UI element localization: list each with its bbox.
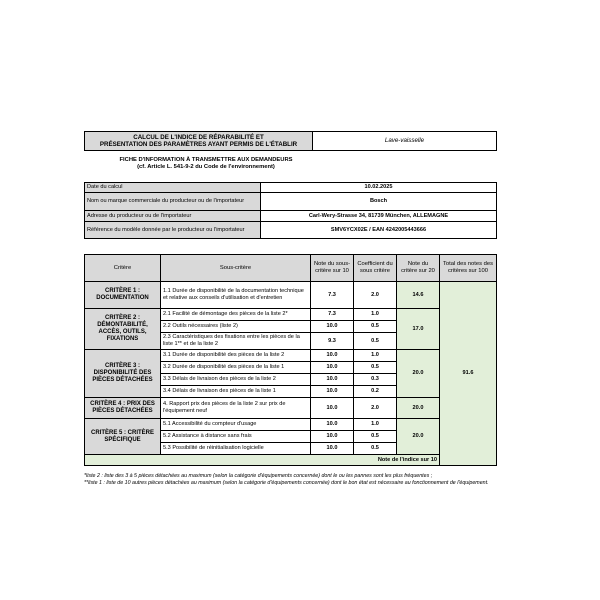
table-row <box>85 398 497 419</box>
sub-criterion-label: 5.3 Possibilité de réinitialisation logicielle <box>161 443 311 455</box>
sub-criterion-note: 10.0 <box>311 386 354 398</box>
sub-criterion-coef: 1.0 <box>354 350 397 362</box>
info-value: SMV6YCX02E / EAN 4242005443666 <box>261 222 497 239</box>
info-label: Adresse du producteur ou de l'importateur <box>85 211 261 222</box>
info-table <box>84 182 497 239</box>
criterion-name: CRITÈRE 3 : DISPONIBILITÉ DES PIÈCES DÉTACHÉES <box>85 350 161 398</box>
criterion-score: 17.0 <box>397 309 440 350</box>
criterion-name: CRITÈRE 2 : DÉMONTABILITÉ, ACCÈS, OUTILS, FIXATIONS <box>85 309 161 350</box>
sheet-subtitle <box>84 157 328 171</box>
sub-criterion-label: 5.2 Assistance à distance sans frais <box>161 431 311 443</box>
criterion-name: CRITÈRE 5 : CRITÈRE SPÉCIFIQUE <box>85 419 161 455</box>
info-label: Date du calcul <box>85 183 261 193</box>
col-header-critere: Critère <box>85 255 161 282</box>
sub-criterion-label: 3.4 Délais de livraison des pièces de la liste 1 <box>161 386 311 398</box>
final-score-label: Note de l'indice sur 10 <box>85 455 440 466</box>
info-value: 10.02.2025 <box>261 183 497 193</box>
criterion-score: 20.0 <box>397 350 440 398</box>
sub-criterion-coef: 0.5 <box>354 431 397 443</box>
sub-criterion-label: 3.2 Durée de disponibilité des pièces de la liste 1 <box>161 362 311 374</box>
table-row <box>85 282 497 309</box>
sub-criterion-coef: 0.2 <box>354 386 397 398</box>
sub-criterion-coef: 2.0 <box>354 282 397 309</box>
product-type: Lave-vaisselle <box>313 132 497 151</box>
criterion-score: 20.0 <box>397 398 440 419</box>
footnote-list-1: **liste 1 : liste de 10 autres pièces détachées au maximum (selon la catégorie d'équipements concernée) dont le bon état est nécessaire au fonctionnement de l'équipement. <box>84 480 489 486</box>
footnote-list-2: *liste 2 : liste des 3 à 5 pièces détachées au maximum (selon la catégorie d'équipements concernée) dont le ou les pannes sont les plus fréquentes ; <box>84 473 433 479</box>
sub-criterion-coef: 2.0 <box>354 398 397 419</box>
sub-criterion-coef: 1.0 <box>354 309 397 321</box>
title-line-2: PRÉSENTATION DES PARAMÈTRES AYANT PERMIS DE L'ÉTABLIR <box>99 141 298 148</box>
sub-criterion-note: 10.0 <box>311 321 354 333</box>
scoring-table <box>84 254 497 466</box>
title-line-1: CALCUL DE L'INDICE DE RÉPARABILITÉ ET <box>133 133 264 141</box>
sub-criterion-note: 10.0 <box>311 374 354 386</box>
sub-criterion-note: 10.0 <box>311 398 354 419</box>
sub-criterion-note: 10.0 <box>311 350 354 362</box>
sub-criterion-note: 10.0 <box>311 431 354 443</box>
header-table <box>84 131 497 151</box>
col-header-note10: Note du sous-critère sur 10 <box>311 255 354 282</box>
info-label: Référence du modèle donnée par le producteur ou l'importateur <box>85 222 261 239</box>
sub-criterion-note: 7.3 <box>311 309 354 321</box>
subtitle-line-2: (cf. Article L. 541-9-2 du Code de l'environnement) <box>137 164 275 170</box>
table-row <box>85 350 497 362</box>
subtitle-line-1: FICHE D'INFORMATION À TRANSMETTRE AUX DEMANDEURS <box>119 157 293 163</box>
final-score-row <box>85 455 497 466</box>
col-header-sous-critere: Sous-critère <box>161 255 311 282</box>
sub-criterion-coef: 0.5 <box>354 443 397 455</box>
sub-criterion-coef: 1.0 <box>354 419 397 431</box>
sub-criterion-note: 7.3 <box>311 282 354 309</box>
sub-criterion-label: 3.3 Délais de livraison des pièces de la liste 2 <box>161 374 311 386</box>
sub-criterion-label: 2.1 Facilité de démontage des pièces de la liste 2* <box>161 309 311 321</box>
sub-criterion-label: 4. Rapport prix des pièces de la liste 2 sur prix de l'équipement neuf <box>161 398 311 419</box>
sub-criterion-note: 10.0 <box>311 419 354 431</box>
info-value: Bosch <box>261 193 497 211</box>
sub-criterion-label: 1.1 Durée de disponibilité de la documentation technique et relative aux conseils d'utilisation et d'entretien <box>161 282 311 309</box>
criterion-score: 14.6 <box>397 282 440 309</box>
footnotes <box>84 473 496 487</box>
table-row <box>85 419 497 431</box>
sub-criterion-label: 3.1 Durée de disponibilité des pièces de la liste 2 <box>161 350 311 362</box>
sub-criterion-label: 2.3 Caractéristiques des fixations entre les pièces de la liste 1** et de la liste 2 <box>161 333 311 350</box>
sub-criterion-label: 2.2 Outils nécessaires (liste 2) <box>161 321 311 333</box>
table-row <box>85 309 497 321</box>
sub-criterion-note: 9.3 <box>311 333 354 350</box>
criterion-score: 20.0 <box>397 419 440 455</box>
sub-criterion-note: 10.0 <box>311 443 354 455</box>
criterion-name: CRITÈRE 1 : DOCUMENTATION <box>85 282 161 309</box>
sub-criterion-coef: 0.5 <box>354 362 397 374</box>
info-value: Carl-Wery-Strasse 34, 81739 München, ALLEMAGNE <box>261 211 497 222</box>
col-header-coef: Coefficient du sous critère <box>354 255 397 282</box>
sub-criterion-coef: 0.3 <box>354 374 397 386</box>
info-label: Nom ou marque commerciale du producteur ou de l'importateur <box>85 193 261 211</box>
document-title <box>85 132 313 151</box>
sub-criterion-coef: 0.5 <box>354 333 397 350</box>
sub-criterion-label: 5.1 Accessibilité du compteur d'usage <box>161 419 311 431</box>
col-header-total: Total des notes des critères sur 100 <box>440 255 497 282</box>
criterion-name: CRITÈRE 4 : PRIX DES PIÈCES DÉTACHÉES <box>85 398 161 419</box>
col-header-note20: Note du critère sur 20 <box>397 255 440 282</box>
sub-criterion-note: 10.0 <box>311 362 354 374</box>
sub-criterion-coef: 0.5 <box>354 321 397 333</box>
total-score: 91.6 <box>440 282 497 466</box>
